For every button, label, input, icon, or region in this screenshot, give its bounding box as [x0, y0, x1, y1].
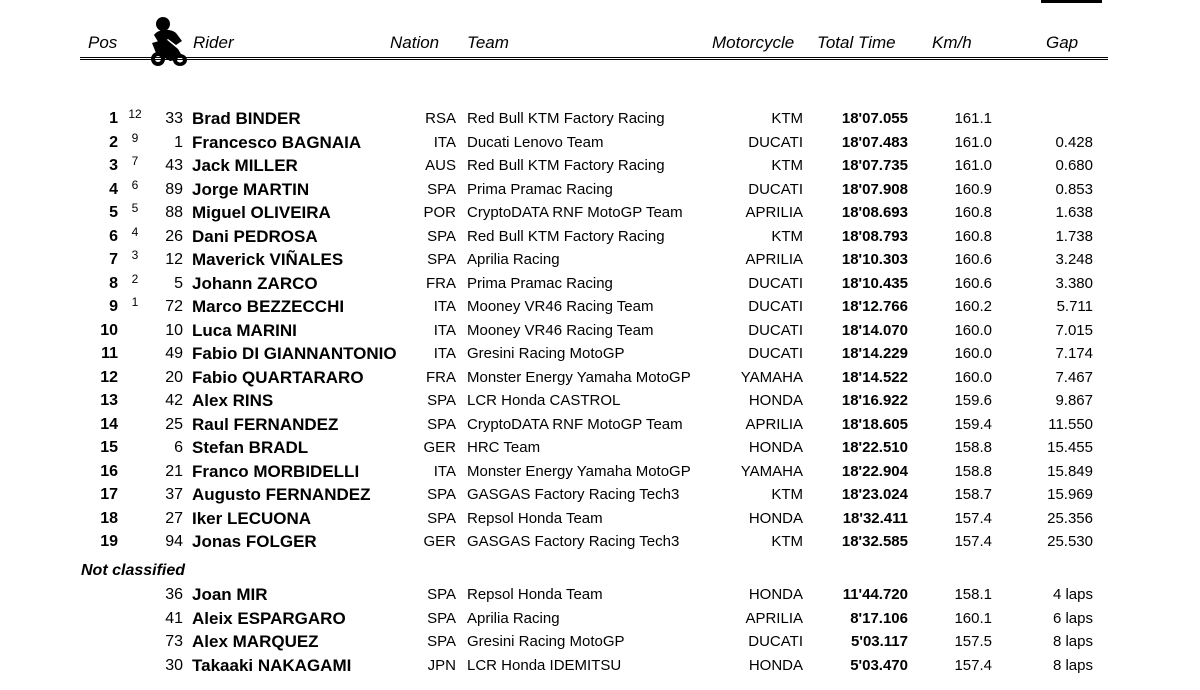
classified-result-row — [0, 248, 1200, 271]
total-time-cell: 5'03.117 — [851, 633, 908, 650]
points-cell: 5 — [131, 201, 139, 215]
total-time-cell: 18'12.766 — [841, 298, 908, 315]
speed-cell: 160.0 — [954, 368, 992, 386]
header-team: Team — [467, 33, 509, 52]
gap-cell: 8 laps — [1052, 633, 1093, 650]
motorcycle-cell: DUCATI — [748, 133, 803, 151]
rider-number-cell: 10 — [165, 321, 183, 339]
total-time-cell: 18'10.303 — [841, 251, 908, 268]
rider-number-cell: 89 — [165, 180, 183, 198]
motorcycle-cell: KTM — [771, 486, 803, 503]
classified-result-row — [0, 413, 1200, 436]
team-cell: LCR Honda IDEMITSU — [467, 656, 622, 674]
team-cell: LCR Honda CASTROL — [467, 392, 621, 409]
rider-number-cell: 1 — [174, 133, 183, 151]
classified-result-row — [0, 319, 1200, 342]
total-time-cell: 18'14.522 — [841, 368, 908, 386]
rider-number-cell: 36 — [165, 586, 183, 603]
nation-cell: ITA — [433, 345, 456, 362]
motorcycle-cell: APRILIA — [745, 609, 803, 627]
team-cell: Ducati Lenovo Team — [467, 133, 604, 151]
motorcycle-cell: DUCATI — [748, 321, 803, 339]
position-cell: 19 — [100, 533, 118, 550]
classified-result-row — [0, 272, 1200, 295]
total-time-cell: 18'07.055 — [841, 110, 908, 127]
team-cell: Red Bull KTM Factory Racing — [467, 157, 665, 174]
classified-result-row — [0, 389, 1200, 412]
speed-cell: 160.6 — [954, 274, 992, 292]
gap-cell: 11.550 — [1048, 415, 1093, 433]
position-cell: 4 — [109, 180, 118, 198]
motorcycle-cell: YAMAHA — [740, 462, 803, 480]
team-cell: Red Bull KTM Factory Racing — [467, 110, 665, 127]
rider-name-cell: Raul FERNANDEZ — [192, 414, 339, 434]
rider-name-cell: Luca MARINI — [192, 320, 297, 340]
motorcycle-cell: HONDA — [748, 586, 803, 603]
rider-name-cell: Francesco BAGNAIA — [192, 132, 362, 152]
header-rule-bottom — [80, 59, 1108, 60]
nation-cell: POR — [423, 204, 456, 221]
classified-result-row — [0, 201, 1200, 224]
nation-cell: SPA — [427, 509, 456, 527]
motorcycle-cell: DUCATI — [748, 298, 803, 315]
motorcycle-cell: YAMAHA — [740, 368, 803, 386]
team-cell: Repsol Honda Team — [467, 509, 603, 527]
rider-number-cell: 94 — [165, 533, 183, 550]
not-classified-result-row — [0, 607, 1200, 630]
nation-cell: SPA — [427, 251, 456, 268]
classified-result-row — [0, 366, 1200, 389]
not-classified-result-row — [0, 654, 1200, 677]
motorcycle-cell: KTM — [771, 157, 803, 174]
gap-cell: 7.467 — [1055, 368, 1093, 386]
classified-result-row — [0, 483, 1200, 506]
total-time-cell: 18'08.693 — [841, 204, 908, 221]
motorcycle-cell: HONDA — [748, 439, 803, 456]
points-cell: 12 — [128, 107, 142, 121]
classified-result-row — [0, 530, 1200, 553]
team-cell: Aprilia Racing — [467, 609, 560, 627]
nation-cell: ITA — [433, 462, 456, 480]
team-cell: GASGAS Factory Racing Tech3 — [467, 533, 680, 550]
classified-result-row — [0, 342, 1200, 365]
position-cell: 1 — [109, 110, 118, 127]
points-cell: 9 — [131, 130, 139, 145]
header-gap: Gap — [1046, 33, 1079, 52]
total-time-cell: 18'07.735 — [841, 157, 908, 174]
speed-cell: 160.0 — [954, 345, 992, 362]
rider-name-cell: Fabio QUARTARARO — [192, 367, 364, 387]
position-cell: 17 — [100, 486, 118, 503]
points-cell: 3 — [131, 248, 139, 262]
rider-name-cell: Jack MILLER — [192, 156, 298, 175]
nation-cell: JPN — [427, 656, 456, 674]
team-cell: Gresini Racing MotoGP — [467, 345, 625, 362]
classified-result-row — [0, 131, 1200, 154]
rider-number-cell: 27 — [165, 509, 183, 527]
motorcycle-cell: DUCATI — [748, 180, 803, 198]
nation-cell: ITA — [433, 298, 456, 315]
total-time-cell: 18'22.904 — [841, 462, 908, 480]
rider-number-cell: 88 — [165, 204, 183, 221]
total-time-cell: 18'32.411 — [842, 509, 908, 527]
nation-cell: ITA — [433, 321, 456, 339]
nation-cell: SPA — [427, 609, 456, 627]
rider-number-cell: 30 — [165, 656, 183, 674]
team-cell: CryptoDATA RNF MotoGP Team — [467, 204, 683, 221]
rider-name-cell: Franco MORBIDELLI — [192, 461, 360, 481]
position-cell: 12 — [100, 368, 118, 386]
total-time-cell: 18'07.908 — [841, 180, 908, 198]
rider-name-cell: Brad BINDER — [192, 109, 301, 128]
rider-name-cell: Alex MARQUEZ — [192, 632, 319, 651]
speed-cell: 159.6 — [954, 392, 992, 409]
nation-cell: SPA — [427, 415, 456, 433]
classified-result-row — [0, 295, 1200, 318]
gap-cell: 5.711 — [1056, 298, 1093, 315]
position-cell: 18 — [100, 509, 118, 527]
rider-name-cell: Jonas FOLGER — [192, 532, 317, 551]
total-time-cell: 18'07.483 — [841, 133, 908, 151]
total-time-cell: 5'03.470 — [850, 656, 908, 674]
total-time-cell: 18'23.024 — [841, 486, 908, 503]
speed-cell: 158.8 — [954, 462, 992, 480]
rider-name-cell: Fabio DI GIANNANTONIO — [192, 344, 397, 363]
gap-cell: 15.969 — [1047, 486, 1093, 503]
points-cell: 2 — [131, 271, 139, 286]
classified-result-row — [0, 436, 1200, 459]
speed-cell: 160.1 — [954, 609, 992, 627]
total-time-cell: 18'10.435 — [841, 274, 908, 292]
nation-cell: GER — [423, 533, 456, 550]
team-cell: GASGAS Factory Racing Tech3 — [467, 486, 680, 503]
nation-cell: RSA — [425, 110, 456, 127]
team-cell: CryptoDATA RNF MotoGP Team — [467, 415, 683, 433]
motorcycle-cell: HONDA — [748, 656, 803, 674]
team-cell: Mooney VR46 Racing Team — [467, 321, 654, 339]
gap-cell: 25.356 — [1047, 509, 1093, 527]
rider-name-cell: Miguel OLIVEIRA — [192, 203, 331, 222]
total-time-cell: 11'44.720 — [842, 586, 908, 603]
gap-cell: 7.174 — [1055, 345, 1093, 362]
speed-cell: 157.5 — [954, 633, 992, 650]
speed-cell: 160.6 — [954, 251, 992, 268]
total-time-cell: 18'16.922 — [841, 392, 908, 409]
position-cell: 6 — [109, 227, 118, 245]
classified-result-row — [0, 460, 1200, 483]
header-rider: Rider — [193, 33, 234, 52]
total-time-cell: 18'22.510 — [841, 439, 908, 456]
motorcycle-cell: DUCATI — [748, 345, 803, 362]
gap-cell: 0.853 — [1055, 180, 1093, 198]
rider-number-cell: 5 — [174, 274, 183, 292]
points-cell: 6 — [131, 177, 139, 192]
nation-cell: SPA — [427, 180, 456, 198]
team-cell: Monster Energy Yamaha MotoGP — [467, 462, 691, 480]
speed-cell: 160.8 — [954, 204, 992, 221]
motorcycle-cell: KTM — [771, 227, 803, 245]
rider-name-cell: Johann ZARCO — [192, 273, 318, 293]
rider-name-cell: Takaaki NAKAGAMI — [192, 655, 352, 675]
team-cell: HRC Team — [467, 439, 541, 456]
speed-cell: 158.1 — [954, 586, 992, 603]
speed-cell: 157.4 — [954, 656, 992, 674]
gap-cell: 3.380 — [1055, 274, 1093, 292]
speed-cell: 158.8 — [954, 439, 992, 456]
total-time-cell: 18'08.793 — [841, 227, 908, 245]
nation-cell: SPA — [427, 586, 456, 603]
nation-cell: ITA — [433, 133, 456, 151]
rider-number-cell: 41 — [165, 609, 183, 627]
gap-cell: 8 laps — [1052, 656, 1093, 674]
speed-cell: 157.4 — [954, 509, 992, 527]
total-time-cell: 18'32.585 — [841, 533, 908, 550]
not-classified-result-row — [0, 583, 1200, 606]
rider-number-cell: 49 — [165, 345, 183, 362]
nation-cell: SPA — [427, 486, 456, 503]
rider-name-cell: Aleix ESPARGARO — [192, 608, 346, 628]
team-cell: Mooney VR46 Racing Team — [467, 298, 654, 315]
nation-cell: FRA — [426, 368, 456, 386]
motorcycle-cell: DUCATI — [748, 633, 803, 650]
points-cell: 4 — [131, 224, 139, 239]
header-pos: Pos — [88, 33, 118, 52]
gap-cell: 0.680 — [1055, 157, 1093, 174]
not-classified-heading: Not classified — [81, 562, 186, 579]
position-cell: 3 — [109, 157, 118, 174]
rider-number-cell: 33 — [165, 110, 183, 127]
gap-cell: 3.248 — [1055, 251, 1093, 268]
header-kmh: Km/h — [932, 33, 972, 52]
position-cell: 2 — [109, 133, 118, 151]
header-total-time: Total Time — [817, 33, 896, 52]
rider-name-cell: Iker LECUONA — [192, 508, 312, 528]
rider-name-cell: Dani PEDROSA — [192, 226, 318, 246]
rider-name-cell: Joan MIR — [192, 585, 268, 604]
position-cell: 13 — [100, 392, 118, 409]
motorcycle-cell: APRILIA — [745, 204, 803, 221]
position-cell: 5 — [109, 204, 118, 221]
rider-number-cell: 37 — [165, 486, 183, 503]
speed-cell: 161.1 — [954, 110, 992, 127]
rider-number-cell: 42 — [165, 392, 183, 409]
motorcycle-cell: HONDA — [748, 509, 803, 527]
team-cell: Prima Pramac Racing — [467, 274, 613, 292]
speed-cell: 161.0 — [954, 133, 992, 151]
total-time-cell: 18'14.229 — [841, 345, 908, 362]
gap-cell: 1.738 — [1055, 227, 1093, 245]
team-cell: Aprilia Racing — [467, 251, 560, 268]
position-cell: 14 — [100, 415, 118, 433]
total-time-cell: 8'17.106 — [850, 609, 908, 627]
team-cell: Gresini Racing MotoGP — [467, 633, 625, 650]
rider-number-cell: 12 — [165, 251, 183, 268]
header-motorcycle: Motorcycle — [712, 33, 795, 52]
points-cell: 1 — [131, 295, 139, 309]
rider-number-cell: 26 — [165, 227, 183, 245]
motorcycle-cell: KTM — [771, 533, 803, 550]
header-rule-top — [80, 57, 1108, 58]
gap-cell: 15.455 — [1047, 439, 1093, 456]
nation-cell: SPA — [427, 633, 456, 650]
gap-cell: 1.638 — [1055, 204, 1093, 221]
speed-cell: 158.7 — [954, 486, 992, 503]
nation-cell: SPA — [427, 392, 456, 409]
position-cell: 10 — [100, 321, 118, 339]
gap-cell: 25.530 — [1047, 533, 1093, 550]
rider-name-cell: Jorge MARTIN — [192, 179, 310, 199]
rider-name-cell: Marco BEZZECCHI — [192, 297, 345, 316]
total-time-cell: 18'18.605 — [841, 415, 908, 433]
speed-cell: 159.4 — [954, 415, 992, 433]
classified-result-row — [0, 507, 1200, 530]
rider-name-cell: Maverick VIÑALES — [192, 250, 344, 269]
rider-number-cell: 6 — [174, 439, 183, 456]
rider-name-cell: Alex RINS — [192, 391, 274, 410]
not-classified-result-row — [0, 630, 1200, 653]
rider-number-cell: 25 — [165, 415, 183, 433]
rider-number-cell: 73 — [165, 633, 183, 650]
team-cell: Repsol Honda Team — [467, 586, 603, 603]
position-cell: 8 — [109, 274, 118, 292]
gap-cell: 7.015 — [1055, 321, 1093, 339]
position-cell: 15 — [100, 439, 118, 456]
rider-number-cell: 72 — [165, 298, 183, 315]
nation-cell: AUS — [425, 157, 456, 174]
position-cell: 11 — [101, 345, 118, 362]
motorcycle-cell: KTM — [771, 110, 803, 127]
points-cell: 7 — [131, 154, 139, 168]
classified-result-row — [0, 107, 1200, 130]
gap-cell: 9.867 — [1055, 392, 1093, 409]
speed-cell: 160.8 — [954, 227, 992, 245]
nation-cell: GER — [423, 439, 456, 456]
motorcycle-cell: APRILIA — [745, 251, 803, 268]
rider-number-cell: 20 — [165, 368, 183, 386]
top-edge-bar — [1041, 0, 1102, 3]
classified-result-row — [0, 154, 1200, 177]
team-cell: Monster Energy Yamaha MotoGP — [467, 368, 691, 386]
rider-number-cell: 21 — [165, 462, 183, 480]
header-nation: Nation — [390, 33, 440, 52]
speed-cell: 161.0 — [954, 157, 992, 174]
speed-cell: 160.9 — [954, 180, 992, 198]
nation-cell: FRA — [426, 274, 456, 292]
gap-cell: 15.849 — [1047, 462, 1093, 480]
position-cell: 7 — [109, 251, 118, 268]
speed-cell: 160.0 — [954, 321, 992, 339]
gap-cell: 0.428 — [1055, 133, 1093, 151]
rider-number-cell: 43 — [165, 157, 183, 174]
gap-cell: 6 laps — [1052, 609, 1093, 627]
position-cell: 16 — [100, 462, 118, 480]
motorcycle-cell: DUCATI — [748, 274, 803, 292]
total-time-cell: 18'14.070 — [841, 321, 908, 339]
motorcycle-cell: HONDA — [748, 392, 803, 409]
speed-cell: 160.2 — [954, 298, 992, 315]
classified-result-row — [0, 225, 1200, 248]
gap-cell: 4 laps — [1052, 586, 1093, 603]
team-cell: Red Bull KTM Factory Racing — [467, 227, 665, 245]
team-cell: Prima Pramac Racing — [467, 180, 613, 198]
classified-result-row — [0, 178, 1200, 201]
nation-cell: SPA — [427, 227, 456, 245]
rider-name-cell: Stefan BRADL — [192, 438, 309, 457]
motorcycle-cell: APRILIA — [745, 415, 803, 433]
rider-name-cell: Augusto FERNANDEZ — [192, 485, 371, 504]
position-cell: 9 — [109, 298, 118, 315]
speed-cell: 157.4 — [954, 533, 992, 550]
